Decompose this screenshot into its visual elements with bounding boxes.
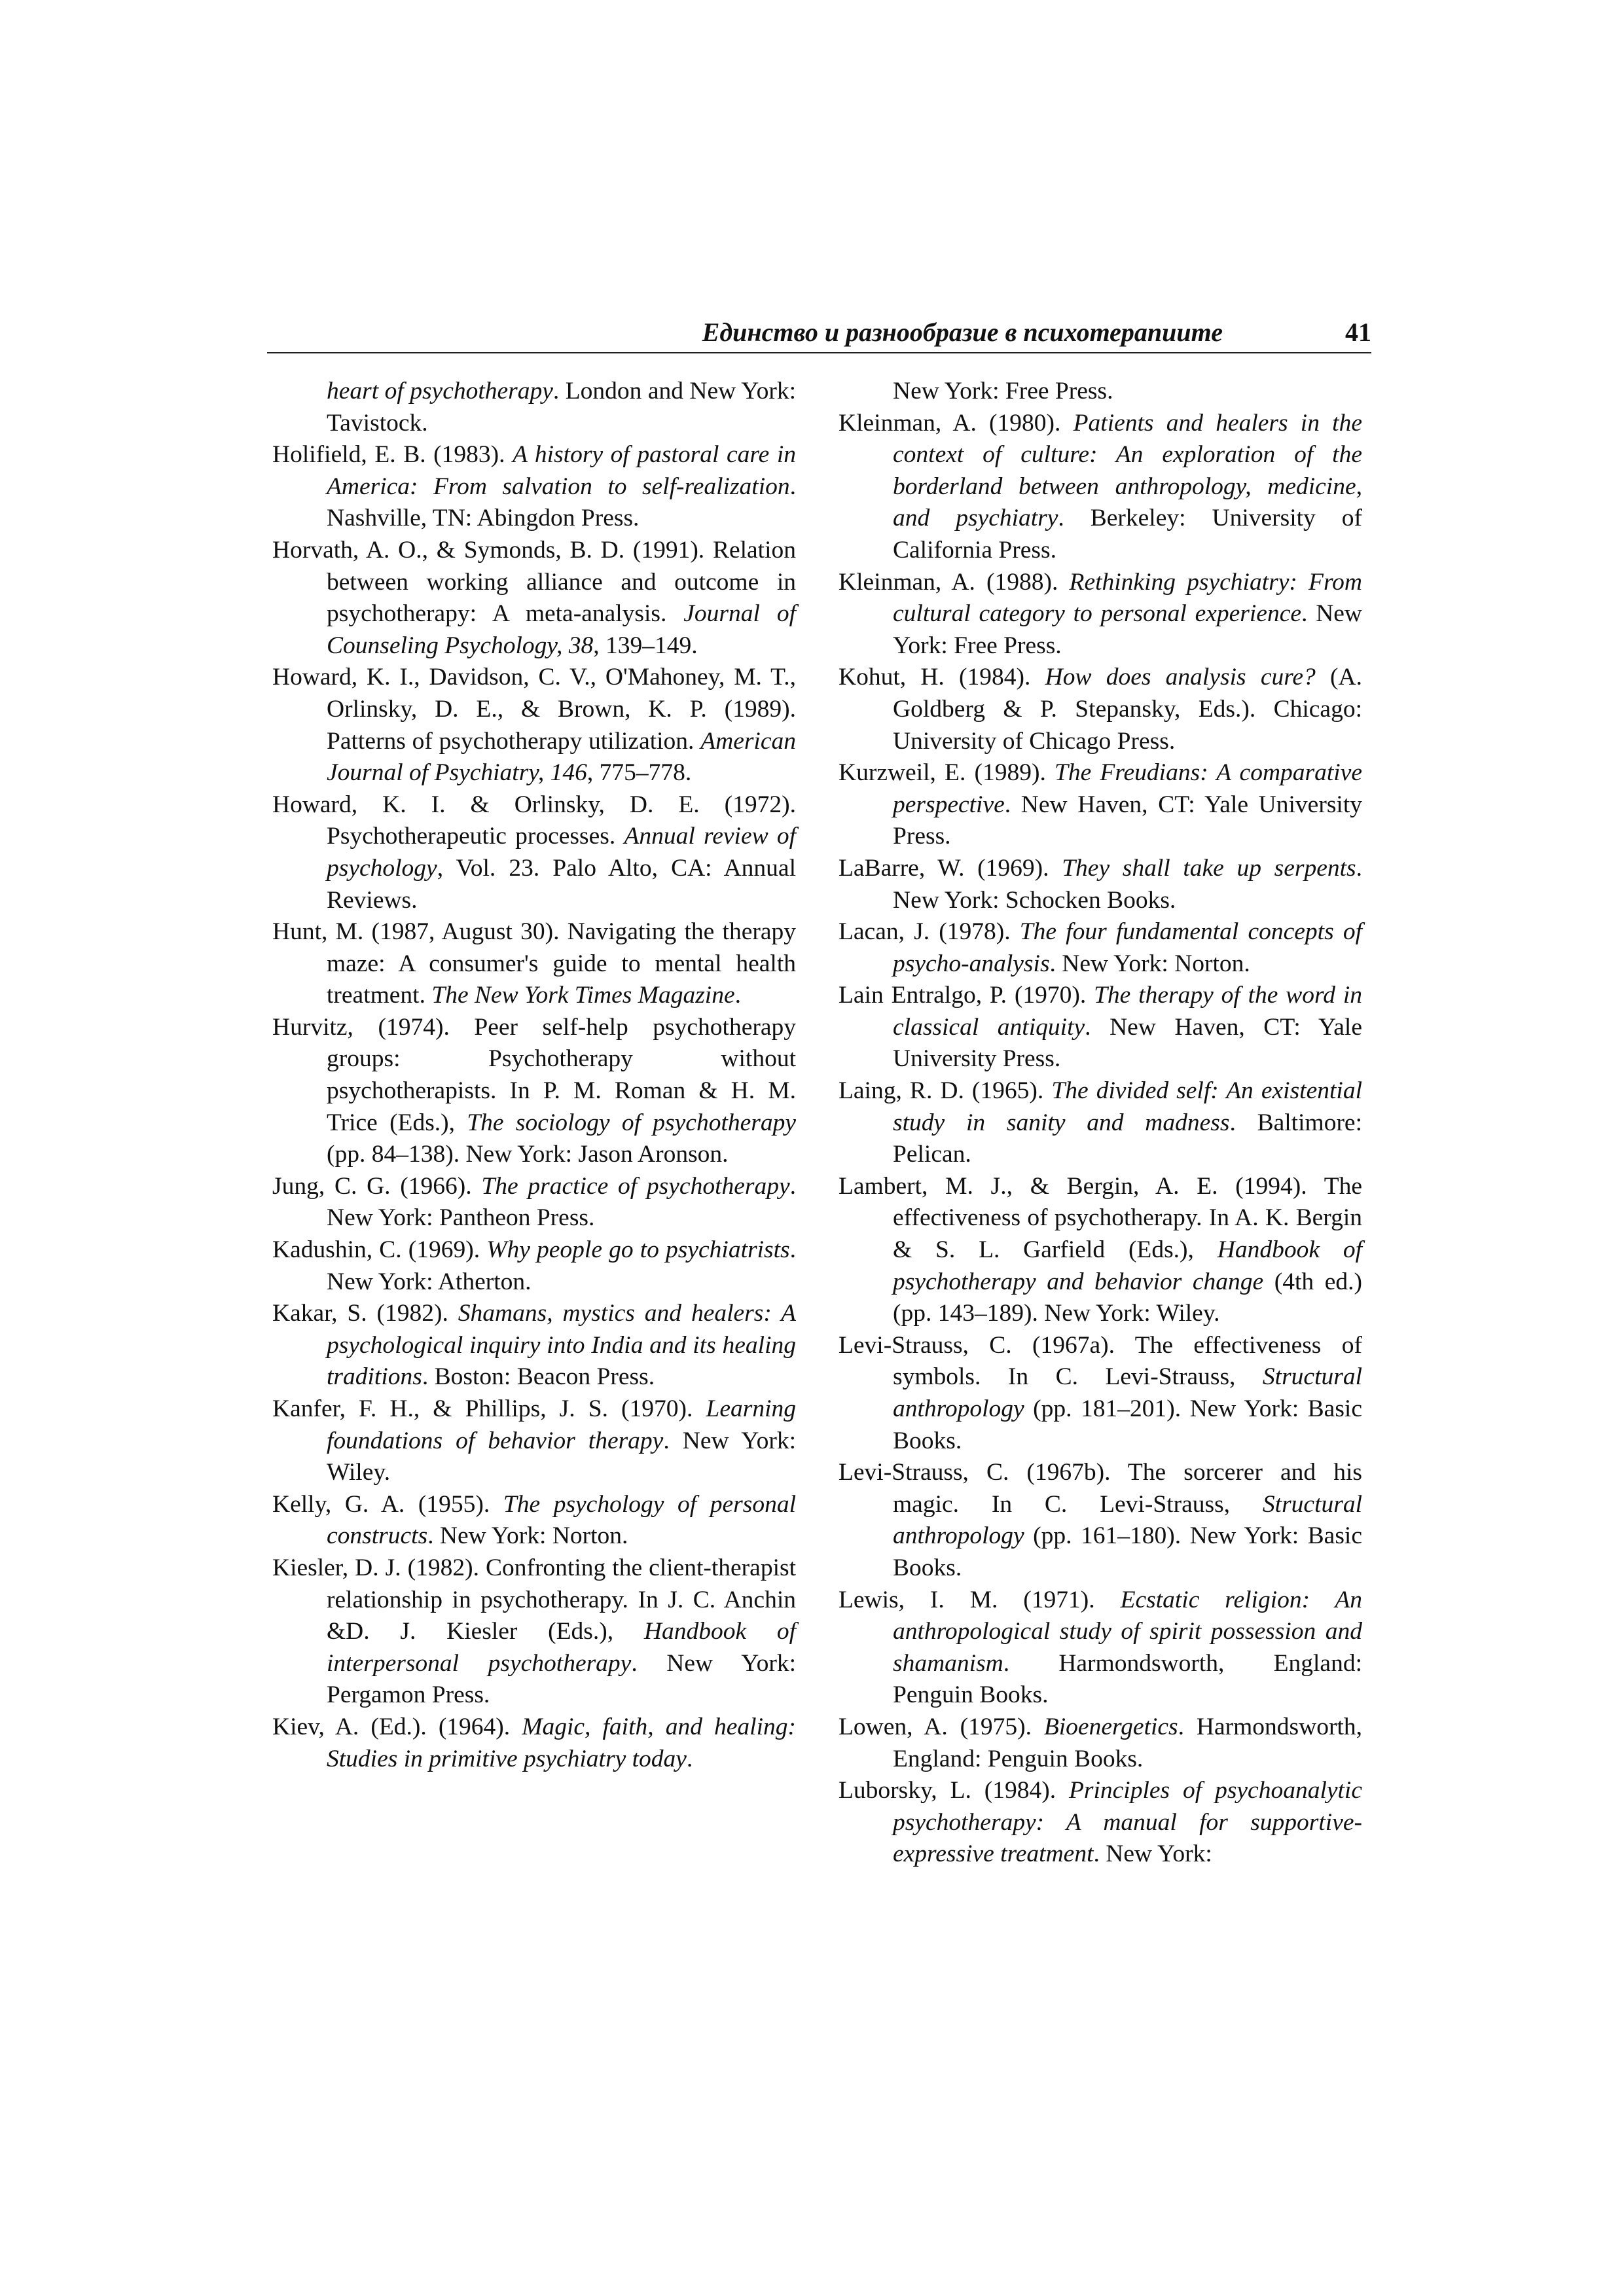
reference-title-italic: The New York Times Magazine [431, 982, 735, 1009]
reference-entry-continued [272, 376, 796, 439]
reference-text: Levi-Strauss, C. (1967a). The effectiveness of symbols. In C. Levi-Strauss, [839, 1331, 1362, 1391]
reference-entry-continued [839, 376, 1362, 408]
reference-text: . Berkeley: University of California Press. [893, 505, 1362, 564]
reference-text: (pp. 181–201). New York: Basic Books. [893, 1395, 1362, 1454]
reference-text: . [686, 1745, 693, 1772]
reference-title-italic: How does analysis cure? [1045, 664, 1316, 691]
reference-text: Kurzweil, E. (1989). [839, 759, 1055, 787]
reference-entry [839, 408, 1362, 567]
reference-title-italic: The practice of psychotherapy [481, 1172, 790, 1200]
reference-entry [272, 1552, 796, 1712]
reference-text: Laing, R. D. (1965). [839, 1077, 1052, 1105]
reference-entry [839, 662, 1362, 757]
reference-entry [272, 1171, 796, 1234]
reference-text: Kiev, A. (Ed.). (1964). [272, 1713, 522, 1740]
reference-text: Lacan, J. (1978). [839, 918, 1020, 946]
reference-entry [272, 439, 796, 535]
reference-title-italic: A history of pastoral care in America: From salvation to self-realization [327, 441, 796, 500]
reference-text: Hurvitz, (1974). Peer self-help psychotherapy groups: Psychotherapy without psychotherapists. In P. M. Roman & H. M. Trice (Eds.), [272, 1013, 796, 1136]
page-number: 41 [1345, 317, 1371, 347]
reference-text: . Harmondsworth, England: Penguin Books. [893, 1713, 1362, 1772]
reference-text: Luborsky, L. (1984). [839, 1777, 1069, 1804]
reference-entry [272, 1234, 796, 1298]
reference-text: Horvath, A. O., & Symonds, B. D. (1991). Relation between working alliance and outcome in psychotherapy: A meta-analysis. [272, 536, 796, 628]
reference-text: Lewis, I. M. (1971). [839, 1586, 1121, 1613]
reference-title-italic: Handbook of interpersonal psychotherapy [327, 1618, 797, 1677]
reference-title-italic: The therapy of the word in classical antiquity [893, 982, 1362, 1041]
reference-title-italic: heart of psychotherapy [327, 378, 553, 404]
reference-text: Hunt, M. (1987, August 30). Navigating the therapy maze: A consumer's guide to mental health treatment. [272, 918, 796, 1009]
reference-text: Howard, K. I. & Orlinsky, D. E. (1972). Psychotherapeutic processes. [272, 791, 796, 850]
reference-text: . New Haven, CT: Yale University Press. [893, 1013, 1362, 1073]
reference-entry [839, 1585, 1362, 1712]
reference-title-italic: The sociology of psychotherapy [467, 1109, 796, 1136]
reference-text: Kohut, H. (1984). [839, 664, 1045, 691]
reference-entry [272, 1712, 796, 1775]
reference-text: (pp. 161–180). New York: Basic Books. [893, 1522, 1362, 1581]
reference-text: . [734, 982, 741, 1009]
reference-text: . New York: Pantheon Press. [327, 1172, 796, 1232]
reference-entry [272, 535, 796, 662]
reference-entry [839, 1330, 1362, 1457]
reference-title-italic: The Freudians: A comparative perspective [893, 759, 1362, 818]
left-column-references [272, 376, 796, 1775]
reference-entry [839, 757, 1362, 853]
reference-entry [839, 1171, 1362, 1330]
reference-entry [839, 1075, 1362, 1171]
reference-text: (4th ed.) (pp. 143–189). New York: Wiley. [893, 1268, 1362, 1327]
reference-text: . New Haven, CT: Yale University Press. [893, 791, 1362, 850]
reference-title-italic: Bioenergetics [1043, 1713, 1178, 1740]
reference-text: . New York: Norton. [1049, 950, 1250, 977]
reference-entry [272, 1298, 796, 1393]
reference-text: . New York: Wiley. [327, 1427, 796, 1486]
reference-text: . Boston: Beacon Press. [422, 1363, 655, 1391]
reference-text: . Harmondsworth, England: Penguin Books. [893, 1649, 1362, 1709]
reference-entry [839, 916, 1362, 980]
reference-text: . Nashville, TN: Abingdon Press. [327, 473, 796, 532]
reference-text: (pp. 84–138). New York: Jason Aronson. [327, 1141, 729, 1168]
reference-title-italic: Learning foundations of behavior therapy [327, 1395, 796, 1454]
reference-text: . New York: Schocken Books. [893, 854, 1363, 914]
right-column-references [839, 376, 1362, 1871]
reference-title-italic: Why people go to psychiatrists [486, 1236, 790, 1264]
reference-title-italic: Rethinking psychiatry: From cultural category to personal experience [893, 568, 1362, 628]
reference-text: New York: Free Press. [893, 378, 1113, 404]
reference-entry [272, 1393, 796, 1489]
reference-text: . New York: [1093, 1840, 1212, 1868]
reference-entry [272, 1489, 796, 1552]
reference-text: Kiesler, D. J. (1982). Confronting the client-therapist relationship in psychotherapy. In J. C. Anchin &D. J. Kiesler (Eds.), [272, 1554, 796, 1645]
reference-text: . New York: Free Press. [893, 600, 1362, 659]
reference-text: Holifield, E. B. (1983). [272, 441, 513, 469]
reference-text: Kleinman, A. (1980). [839, 409, 1074, 437]
reference-text: . Baltimore: Pelican. [893, 1109, 1362, 1168]
reference-title-italic: Magic, faith, and healing: Studies in primitive psychiatry today [327, 1713, 796, 1772]
reference-title-italic: Ecstatic religion: An anthropological study of spirit possession and shamanism [893, 1586, 1362, 1677]
reference-text: Levi-Strauss, C. (1967b). The sorcerer and his magic. In C. Levi-Strauss, [839, 1459, 1362, 1518]
reference-title-italic: Annual review of psychology [327, 823, 796, 882]
reference-title-italic: The divided self: An existential study in sanity and madness [893, 1077, 1362, 1136]
running-header [267, 314, 1371, 353]
reference-title-italic: Structural anthropology [893, 1490, 1362, 1550]
reference-title-italic: American Journal of Psychiatry, 146 [327, 727, 796, 787]
reference-entry [272, 916, 796, 1012]
reference-title-italic: Journal of Counseling Psychology, 38 [327, 600, 796, 659]
reference-text: . New York: Norton. [427, 1522, 628, 1550]
reference-entry [839, 980, 1362, 1075]
reference-text: . London and New York: Tavistock. [327, 378, 797, 437]
reference-text: . New York: Atherton. [327, 1236, 796, 1295]
reference-entry [839, 853, 1362, 916]
reference-text: . New York: Pergamon Press. [327, 1649, 796, 1709]
reference-title-italic: Principles of psychoanalytic psychotherapy: A manual for supportive-expressive treatment [893, 1777, 1362, 1868]
reference-title-italic: They shall take up serpents [1062, 854, 1356, 882]
reference-title-italic: Shamans, mystics and healers: A psychological inquiry into India and its healing traditions [327, 1300, 796, 1391]
reference-text: Lowen, A. (1975). [839, 1713, 1044, 1740]
reference-entry [839, 1457, 1362, 1584]
reference-text: Kakar, S. (1982). [272, 1300, 458, 1327]
reference-text: , Vol. 23. Palo Alto, CA: Annual Reviews. [327, 854, 796, 914]
reference-entry [839, 567, 1362, 662]
reference-entry [839, 1775, 1362, 1871]
reference-text: , 775–778. [586, 759, 692, 787]
reference-title-italic: Handbook of psychotherapy and behavior change [893, 1236, 1362, 1295]
reference-title-italic: The four fundamental concepts of psycho-analysis [893, 918, 1362, 977]
reference-text: Howard, K. I., Davidson, C. V., O'Mahoney, M. T., Orlinsky, D. E., & Brown, K. P. (1989). Patterns of psychotherapy utilization. [272, 664, 796, 755]
reference-text: (A. Goldberg & P. Stepansky, Eds.). Chicago: University of Chicago Press. [893, 664, 1362, 755]
reference-title-italic: Patients and healers in the context of culture: An exploration of the borderland between anthropology, medicine, and psychiatry [893, 409, 1362, 532]
reference-entry [839, 1712, 1362, 1775]
reference-text: Kadushin, C. (1969). [272, 1236, 487, 1264]
reference-text: LaBarre, W. (1969). [839, 854, 1062, 882]
reference-entry [272, 789, 796, 916]
reference-entry [272, 662, 796, 789]
reference-text: Jung, C. G. (1966). [272, 1172, 482, 1200]
reference-text: , 139–149. [593, 632, 698, 659]
reference-text: Kleinman, A. (1988). [839, 568, 1070, 596]
reference-text: Kanfer, F. H., & Phillips, J. S. (1970). [272, 1395, 706, 1422]
reference-text: Lambert, M. J., & Bergin, A. E. (1994). The effectiveness of psychotherapy. In A. K. Bergin & S. L. Garfield (Eds.), [839, 1172, 1362, 1264]
reference-entry [272, 1012, 796, 1171]
reference-title-italic: Structural anthropology [893, 1363, 1362, 1422]
reference-text: Kelly, G. A. (1955). [272, 1490, 503, 1518]
reference-title-italic: The psychology of personal constructs [327, 1490, 796, 1550]
reference-text: Lain Entralgo, P. (1970). [839, 982, 1094, 1009]
running-header-title: Единство и разнообразие в психотерапиите [702, 317, 1223, 347]
